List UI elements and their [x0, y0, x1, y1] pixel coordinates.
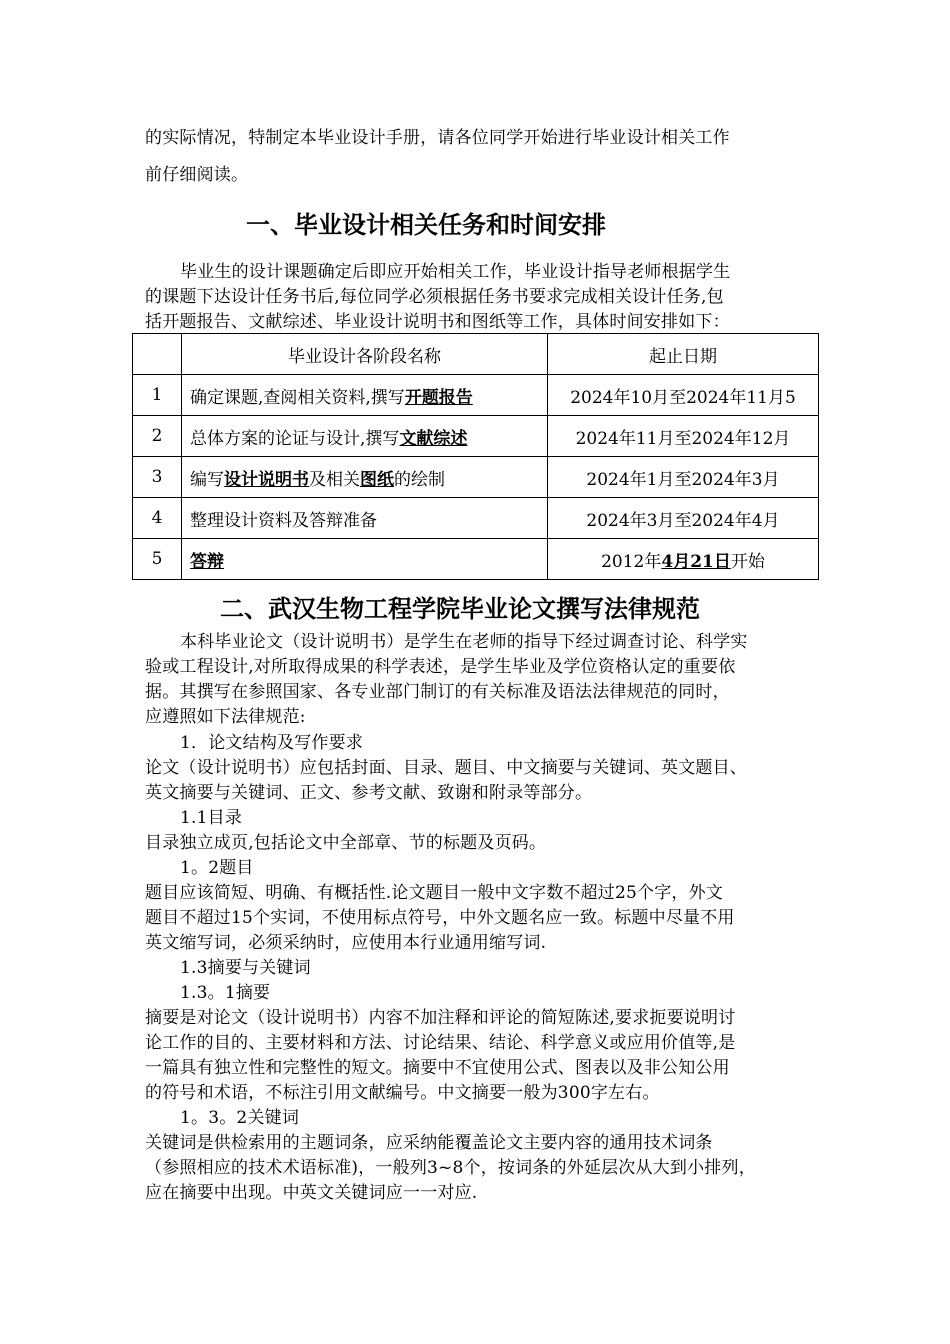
- row-number: 1: [133, 375, 182, 416]
- intro-line: 前仔细阅读。: [145, 165, 249, 185]
- schedule-table: [132, 333, 819, 580]
- body-line: 论工作的目的、主要材料和方法、讨论结果、结论、科学意义或应用价值等,是: [145, 1033, 736, 1053]
- section1-heading: 一、毕业设计相关任务和时间安排: [246, 211, 606, 239]
- body-line: 应在摘要中出现。中英文关键词应一一对应.: [145, 1183, 478, 1203]
- section2-heading: 二、武汉生物工程学院毕业论文撰写法律规范: [220, 595, 700, 623]
- intro-line: 的实际情况，特制定本毕业设计手册，请各位同学开始进行毕业设计相关工作: [145, 128, 730, 148]
- body-line: 的符号和术语，不标注引用文献编号。中文摘要一般为300字左右。: [145, 1083, 660, 1103]
- table-header-cell: 毕业设计各阶段名称: [182, 334, 548, 375]
- body-line: 目录独立成页,包括论文中全部章、节的标题及页码。: [145, 833, 547, 853]
- body-line: 一篇具有独立性和完整性的短文。摘要中不宜使用公式、图表以及非公知公用: [145, 1058, 730, 1078]
- date-range: 2024年10月至2024年11月5: [548, 375, 819, 416]
- body-line: 据。其撰写在参照国家、各专业部门制订的有关标准及语法法律规范的同时，: [145, 682, 730, 702]
- stage-name: 整理设计资料及答辩准备: [182, 498, 548, 539]
- subheading: 1.1目录: [180, 808, 243, 828]
- body-line: 英文摘要与关键词、正文、参考文献、致谢和附录等部分。: [145, 783, 593, 803]
- table-row: [133, 416, 819, 457]
- table-header-row: [133, 334, 819, 375]
- subheading: 1．论文结构及写作要求: [180, 733, 364, 753]
- section1-paragraph-line: 的课题下达设计任务书后,每位同学必须根据任务书要求完成相关设计任务,包: [145, 287, 724, 307]
- body-line: 本科毕业论文（设计说明书）是学生在老师的指导下经过调查讨论、科学实: [180, 632, 748, 652]
- stage-name: 确定课题,查阅相关资料,撰写开题报告: [182, 375, 548, 416]
- row-number: 3: [133, 457, 182, 498]
- subheading: 1.3摘要与关键词: [180, 958, 311, 978]
- body-line: 摘要是对论文（设计说明书）内容不加注释和评论的简短陈述,要求扼要说明讨: [145, 1008, 736, 1028]
- date-range: 2024年3月至2024年4月: [548, 498, 819, 539]
- row-number: 4: [133, 498, 182, 539]
- table-row: [133, 539, 819, 580]
- subheading: 1。2题目: [180, 858, 254, 878]
- table-header-cell: [133, 334, 182, 375]
- stage-name: 编写设计说明书及相关图纸的绘制: [182, 457, 548, 498]
- date-range: 2012年4月21日开始: [548, 539, 819, 580]
- section1-paragraph-line: 毕业生的设计课题确定后即应开始相关工作，毕业设计指导老师根据学生: [180, 262, 731, 282]
- subheading: 1。3。2关键词: [180, 1108, 300, 1128]
- table-header-cell: 起止日期: [548, 334, 819, 375]
- body-line: 论文（设计说明书）应包括封面、目录、题目、中文摘要与关键词、英文题目、: [145, 758, 747, 778]
- table-row: [133, 375, 819, 416]
- subheading: 1.3。1摘要: [180, 983, 271, 1003]
- section1-paragraph-line: 括开题报告、文献综述、毕业设计说明书和图纸等工作，具体时间安排如下：: [145, 312, 730, 332]
- body-line: 题目不超过15个实词，不使用标点符号，中外文题名应一致。标题中尽量不用: [145, 908, 735, 928]
- table-row: [133, 457, 819, 498]
- date-range: 2024年1月至2024年3月: [548, 457, 819, 498]
- stage-name: 答辩: [182, 539, 548, 580]
- body-line: 题目应该简短、明确、有概括性.论文题目一般中文字数不超过25个字，外文: [145, 883, 724, 903]
- row-number: 5: [133, 539, 182, 580]
- body-line: 验或工程设计,对所取得成果的科学表述，是学生毕业及学位资格认定的重要依: [145, 657, 736, 677]
- body-line: （参照相应的技术术语标准)，一般列3~8个，按词条的外延层次从大到小排列，: [145, 1158, 756, 1178]
- body-line: 关键词是供检索用的主题词条，应采纳能覆盖论文主要内容的通用技术词条: [145, 1133, 713, 1153]
- date-range: 2024年11月至2024年12月: [548, 416, 819, 457]
- stage-name: 总体方案的论证与设计,撰写文献综述: [182, 416, 548, 457]
- table-row: [133, 498, 819, 539]
- row-number: 2: [133, 416, 182, 457]
- body-line: 英文缩写词，必须采纳时，应使用本行业通用缩写词.: [145, 933, 547, 953]
- body-line: 应遵照如下法律规范:: [145, 707, 306, 727]
